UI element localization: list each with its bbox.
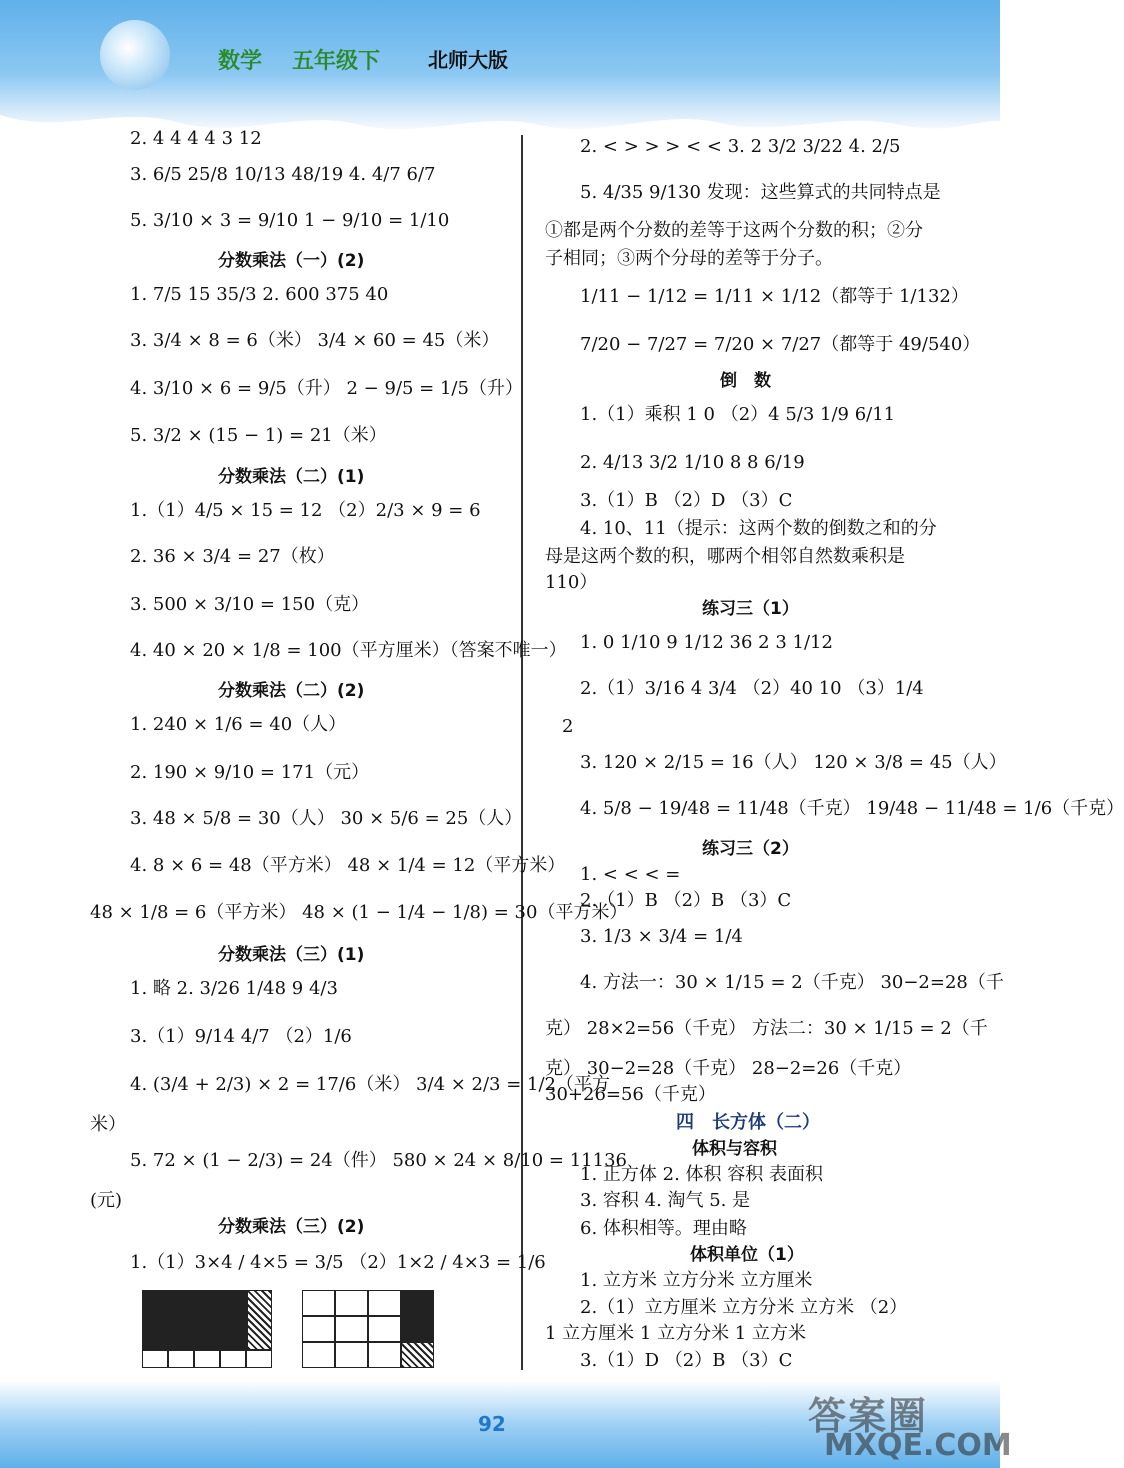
answer-line: 2. 4 4 4 4 3 12 bbox=[130, 128, 262, 149]
answer-line: 48 × 1/8 = 6（平方米） 48 × (1 − 1/4 − 1/8) = 30（平方米） bbox=[90, 902, 628, 923]
answer-line: 4. 40 × 20 × 1/8 = 100（平方厘米）（答案不唯一） bbox=[130, 640, 567, 661]
answer-line: 2 bbox=[562, 716, 574, 737]
section-heading: 练习三（2） bbox=[702, 839, 799, 859]
grid-cell bbox=[168, 1350, 194, 1368]
answer-line: 5. 3/10 × 3 = 9/10 1 − 9/10 = 1/10 bbox=[130, 210, 450, 231]
answer-line: 1.（1）3×4 / 4×5 = 3/5 （2）1×2 / 4×3 = 1/6 bbox=[130, 1252, 546, 1273]
answer-line: 4. 3/10 × 6 = 9/5（升） 2 − 9/5 = 1/5（升） bbox=[130, 378, 523, 399]
answer-line: 1. 7/5 15 35/3 2. 600 375 40 bbox=[130, 284, 389, 305]
grid-cell bbox=[335, 1342, 368, 1368]
answer-line: 2.（1）立方厘米 立方分米 立方米 （2） bbox=[580, 1297, 908, 1318]
grid-cell bbox=[194, 1350, 220, 1368]
chapter-heading: 四 长方体（二） bbox=[676, 1112, 820, 1133]
answer-line: 4. 10、11（提示：这两个数的倒数之和的分 bbox=[580, 518, 937, 539]
answer-line: 2. 4/13 3/2 1/10 8 8 6/19 bbox=[580, 452, 805, 473]
section-heading: 体积单位（1） bbox=[690, 1245, 804, 1265]
answer-line: 3. 48 × 5/8 = 30（人） 30 × 5/6 = 25（人） bbox=[130, 808, 523, 829]
answer-line: 3. 容积 4. 淘气 5. 是 bbox=[580, 1190, 751, 1211]
answer-line: 2. < > > > < < 3. 2 3/2 3/22 4. 2/5 bbox=[580, 136, 901, 157]
answer-line: 3. 3/4 × 8 = 6（米） 3/4 × 60 = 45（米） bbox=[130, 330, 500, 351]
answer-line: 1. 正方体 2. 体积 容积 表面积 bbox=[580, 1164, 823, 1185]
page-number: 92 bbox=[478, 1412, 506, 1436]
section-heading: 分数乘法（二）(2) bbox=[218, 681, 365, 701]
section-heading: 分数乘法（三）(2) bbox=[218, 1217, 365, 1237]
grid-cell bbox=[220, 1350, 246, 1368]
grid-cell bbox=[368, 1342, 401, 1368]
answer-line: 1/11 − 1/12 = 1/11 × 1/12（都等于 1/132） bbox=[580, 286, 969, 307]
answer-line: 子相同；③两个分母的差等于分子。 bbox=[545, 248, 833, 269]
watermark-logo: 答案圈 bbox=[808, 1394, 929, 1438]
answer-line: 7/20 − 7/27 = 7/20 × 7/27（都等于 49/540） bbox=[580, 334, 981, 355]
answer-line: (元) bbox=[90, 1190, 123, 1211]
grid-cell bbox=[142, 1350, 168, 1368]
answer-line: 4. 5/8 − 19/48 = 11/48（千克） 19/48 − 11/48 = 1/6（千克） bbox=[580, 798, 1124, 819]
answer-line: 2.（1）3/16 4 3/4 （2）40 10 （3）1/4 bbox=[580, 678, 924, 699]
answer-line: 4. (3/4 + 2/3) × 2 = 17/6（米） 3/4 × 2/3 = 1/2（平方 bbox=[130, 1074, 611, 1095]
answer-line: 1.（1）4/5 × 15 = 12 （2）2/3 × 9 = 6 bbox=[130, 500, 481, 521]
grid-cell bbox=[368, 1290, 401, 1316]
grid-cell bbox=[302, 1342, 335, 1368]
answer-line: 1. 略 2. 3/26 1/48 9 4/3 bbox=[130, 978, 338, 999]
section-heading: 体积与容积 bbox=[692, 1139, 777, 1159]
answer-line: 30+26=56（千克） bbox=[545, 1084, 716, 1105]
fraction-grid-1 bbox=[142, 1290, 272, 1368]
shaded-area bbox=[142, 1290, 247, 1350]
hatched-area bbox=[401, 1342, 434, 1368]
answer-line: 克） 30−2=28（千克） 28−2=26（千克） bbox=[545, 1058, 912, 1079]
answer-line: 1. < < < = bbox=[580, 864, 681, 885]
answer-line: 2. 190 × 9/10 = 171（元） bbox=[130, 762, 370, 783]
grid-cell bbox=[335, 1290, 368, 1316]
answer-line: 6. 体积相等。理由略 bbox=[580, 1218, 747, 1239]
page-header bbox=[0, 0, 1000, 135]
answer-line: 5. 4/35 9/130 发现：这些算式的共同特点是 bbox=[580, 182, 941, 203]
answer-line: 5. 3/2 × (15 − 1) = 21（米） bbox=[130, 425, 387, 446]
answer-line: 1.（1）乘积 1 0 （2）4 5/3 1/9 6/11 bbox=[580, 404, 896, 425]
grid-cell bbox=[302, 1290, 335, 1316]
watermark-url: MXQE.COM bbox=[824, 1428, 1012, 1463]
answer-line: 110） bbox=[545, 572, 598, 593]
section-heading: 分数乘法（二）(1) bbox=[218, 467, 365, 487]
answer-line: 4. 方法一：30 × 1/15 = 2（千克） 30−2=28（千 bbox=[580, 972, 1004, 993]
fraction-grid-2 bbox=[302, 1290, 434, 1368]
grid-cell bbox=[368, 1316, 401, 1342]
sun-icon bbox=[100, 20, 170, 90]
grid-cell bbox=[246, 1350, 272, 1368]
answer-line: 2. 36 × 3/4 = 27（枚） bbox=[130, 546, 335, 567]
section-heading: 分数乘法（一）(2) bbox=[218, 251, 365, 271]
answer-line: 2.（1）B （2）B （3）C bbox=[580, 890, 792, 911]
shaded-area bbox=[401, 1290, 434, 1342]
answer-line: ①都是两个分数的差等于这两个分数的积；②分 bbox=[545, 220, 923, 241]
answer-line: 3.（1）9/14 4/7 （2）1/6 bbox=[130, 1026, 352, 1047]
section-heading: 倒 数 bbox=[720, 371, 771, 391]
header-edition: 北师大版 bbox=[428, 48, 508, 72]
answer-line: 3.（1）B （2）D （3）C bbox=[580, 490, 793, 511]
section-heading: 分数乘法（三）(1) bbox=[218, 945, 365, 965]
answer-line: 3. 1/3 × 3/4 = 1/4 bbox=[580, 926, 743, 947]
grid-cell bbox=[302, 1316, 335, 1342]
answer-line: 米） bbox=[90, 1114, 126, 1135]
answer-line: 3. 120 × 2/15 = 16（人） 120 × 3/8 = 45（人） bbox=[580, 752, 1007, 773]
hatched-area bbox=[247, 1290, 272, 1350]
answer-line: 母是这两个数的积，哪两个相邻自然数乘积是 bbox=[545, 546, 905, 567]
column-divider bbox=[521, 135, 523, 1370]
answer-line: 3. 500 × 3/10 = 150（克） bbox=[130, 594, 370, 615]
header-grade: 五年级下 bbox=[292, 49, 381, 74]
answer-line: 1. 立方米 立方分米 立方厘米 bbox=[580, 1270, 813, 1291]
grid-cell bbox=[335, 1316, 368, 1342]
answer-line: 5. 72 × (1 − 2/3) = 24（件） 580 × 24 × 8/10 = 11136 bbox=[130, 1150, 627, 1171]
answer-line: 克） 28×2=56（千克） 方法二：30 × 1/15 = 2（千 bbox=[545, 1018, 988, 1039]
answer-line: 3. 6/5 25/8 10/13 48/19 4. 4/7 6/7 bbox=[130, 164, 436, 185]
answer-line: 1 立方厘米 1 立方分米 1 立方米 bbox=[545, 1323, 806, 1344]
answer-line: 1. 0 1/10 9 1/12 36 2 3 1/12 bbox=[580, 632, 833, 653]
section-heading: 练习三（1） bbox=[702, 599, 799, 619]
answer-line: 4. 8 × 6 = 48（平方米） 48 × 1/4 = 12（平方米） bbox=[130, 855, 566, 876]
answer-line: 3.（1）D （2）B （3）C bbox=[580, 1350, 793, 1371]
answer-line: 1. 240 × 1/6 = 40（人） bbox=[130, 714, 347, 735]
header-subject: 数学 bbox=[218, 49, 263, 74]
